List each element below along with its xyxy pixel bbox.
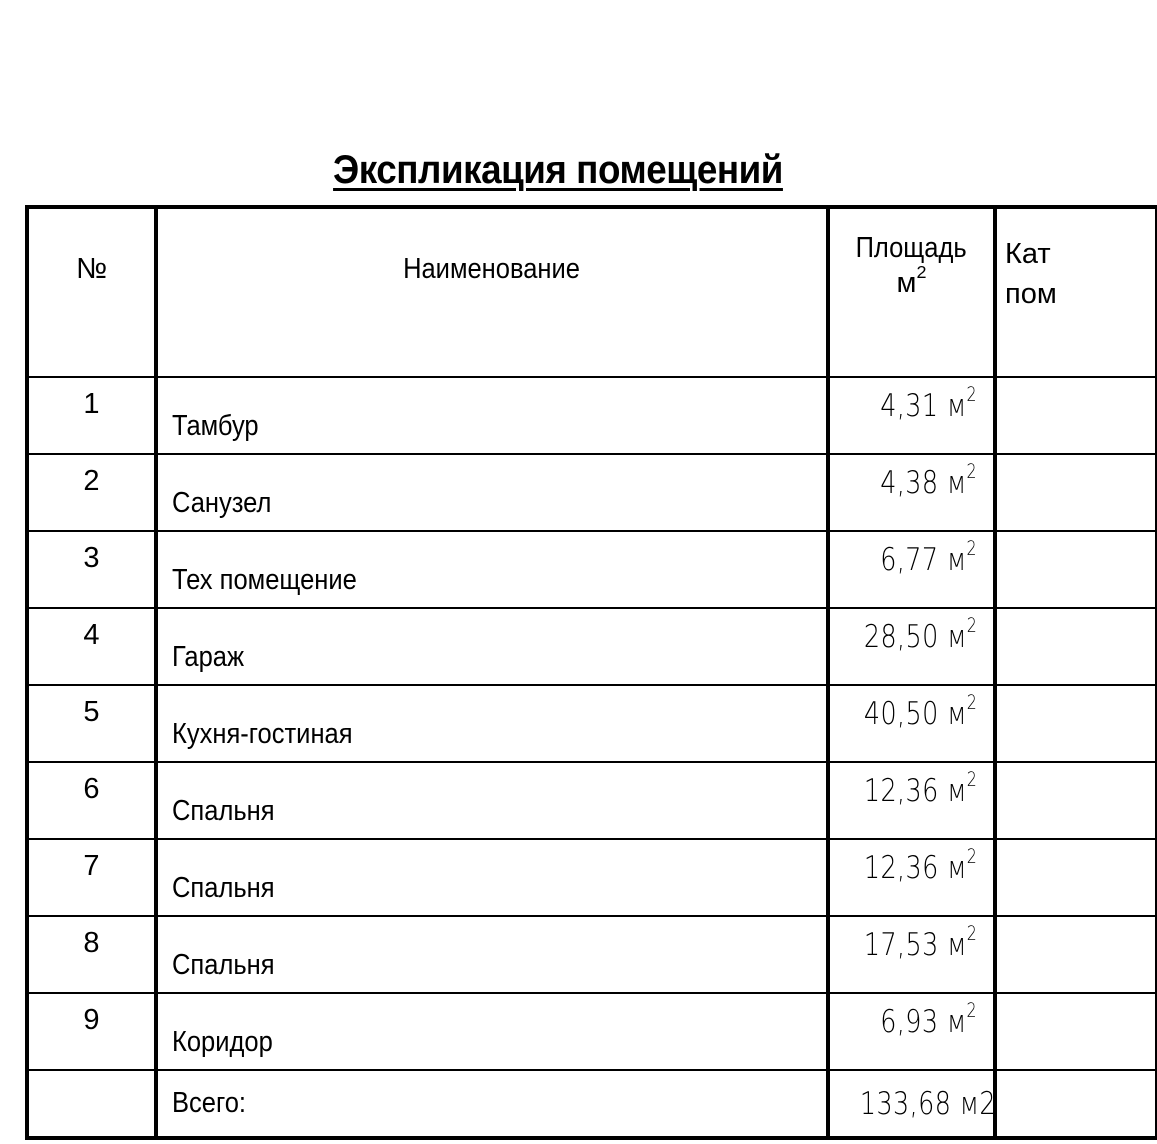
rooms-table bbox=[25, 205, 1157, 1140]
room-number: 4 bbox=[27, 608, 156, 685]
table-row bbox=[27, 531, 1156, 608]
room-category bbox=[995, 839, 1156, 916]
room-name: Тех помещение bbox=[156, 531, 828, 608]
table-row bbox=[27, 608, 1156, 685]
header-name: Наименование bbox=[156, 207, 828, 377]
room-number: 6 bbox=[27, 762, 156, 839]
table-row bbox=[27, 839, 1156, 916]
table-header-row bbox=[27, 207, 1156, 377]
room-number: 5 bbox=[27, 685, 156, 762]
room-area: 6,93 $м^2$ bbox=[828, 993, 995, 1070]
room-name: Санузел bbox=[156, 454, 828, 531]
total-category bbox=[995, 1070, 1156, 1138]
table-row bbox=[27, 685, 1156, 762]
room-name: Гараж bbox=[156, 608, 828, 685]
table-row bbox=[27, 454, 1156, 531]
room-number: 3 bbox=[27, 531, 156, 608]
room-name: Спальня bbox=[156, 916, 828, 993]
room-area: 12,36 $м^2$ bbox=[828, 762, 995, 839]
room-category bbox=[995, 685, 1156, 762]
page-title: Экспликация помещений bbox=[333, 148, 783, 192]
room-category bbox=[995, 608, 1156, 685]
room-area: 12,36 $м^2$ bbox=[828, 839, 995, 916]
table-row bbox=[27, 993, 1156, 1070]
header-number: № bbox=[27, 207, 156, 377]
room-number: 1 bbox=[27, 377, 156, 454]
room-category bbox=[995, 993, 1156, 1070]
room-name: Тамбур bbox=[156, 377, 828, 454]
table-row bbox=[27, 762, 1156, 839]
room-area: 4,31 $м^2$ bbox=[828, 377, 995, 454]
room-area: 4,38 $м^2$ bbox=[828, 454, 995, 531]
room-number: 7 bbox=[27, 839, 156, 916]
room-area: 17,53 $м^2$ bbox=[828, 916, 995, 993]
table-row bbox=[27, 916, 1156, 993]
room-area: 6,77 $м^2$ bbox=[828, 531, 995, 608]
total-label: Всего: bbox=[156, 1070, 828, 1138]
total-row bbox=[27, 1070, 1156, 1138]
room-name: Кухня-гостиная bbox=[156, 685, 828, 762]
room-number: 2 bbox=[27, 454, 156, 531]
room-number: 9 bbox=[27, 993, 156, 1070]
room-category bbox=[995, 531, 1156, 608]
room-area: 40,50 $м^2$ bbox=[828, 685, 995, 762]
room-area: 28,50 $м^2$ bbox=[828, 608, 995, 685]
room-category bbox=[995, 916, 1156, 993]
table-body bbox=[27, 377, 1156, 1070]
header-area: Площадь $м^2$ bbox=[828, 207, 995, 377]
room-category bbox=[995, 762, 1156, 839]
room-name: Спальня bbox=[156, 839, 828, 916]
room-name: Коридор bbox=[156, 993, 828, 1070]
room-name: Спальня bbox=[156, 762, 828, 839]
room-category bbox=[995, 454, 1156, 531]
room-category bbox=[995, 377, 1156, 454]
table-row bbox=[27, 377, 1156, 454]
header-category: Кат пом bbox=[995, 207, 1156, 377]
total-number bbox=[27, 1070, 156, 1138]
room-number: 8 bbox=[27, 916, 156, 993]
total-area: 133,68 м2 bbox=[828, 1070, 995, 1138]
